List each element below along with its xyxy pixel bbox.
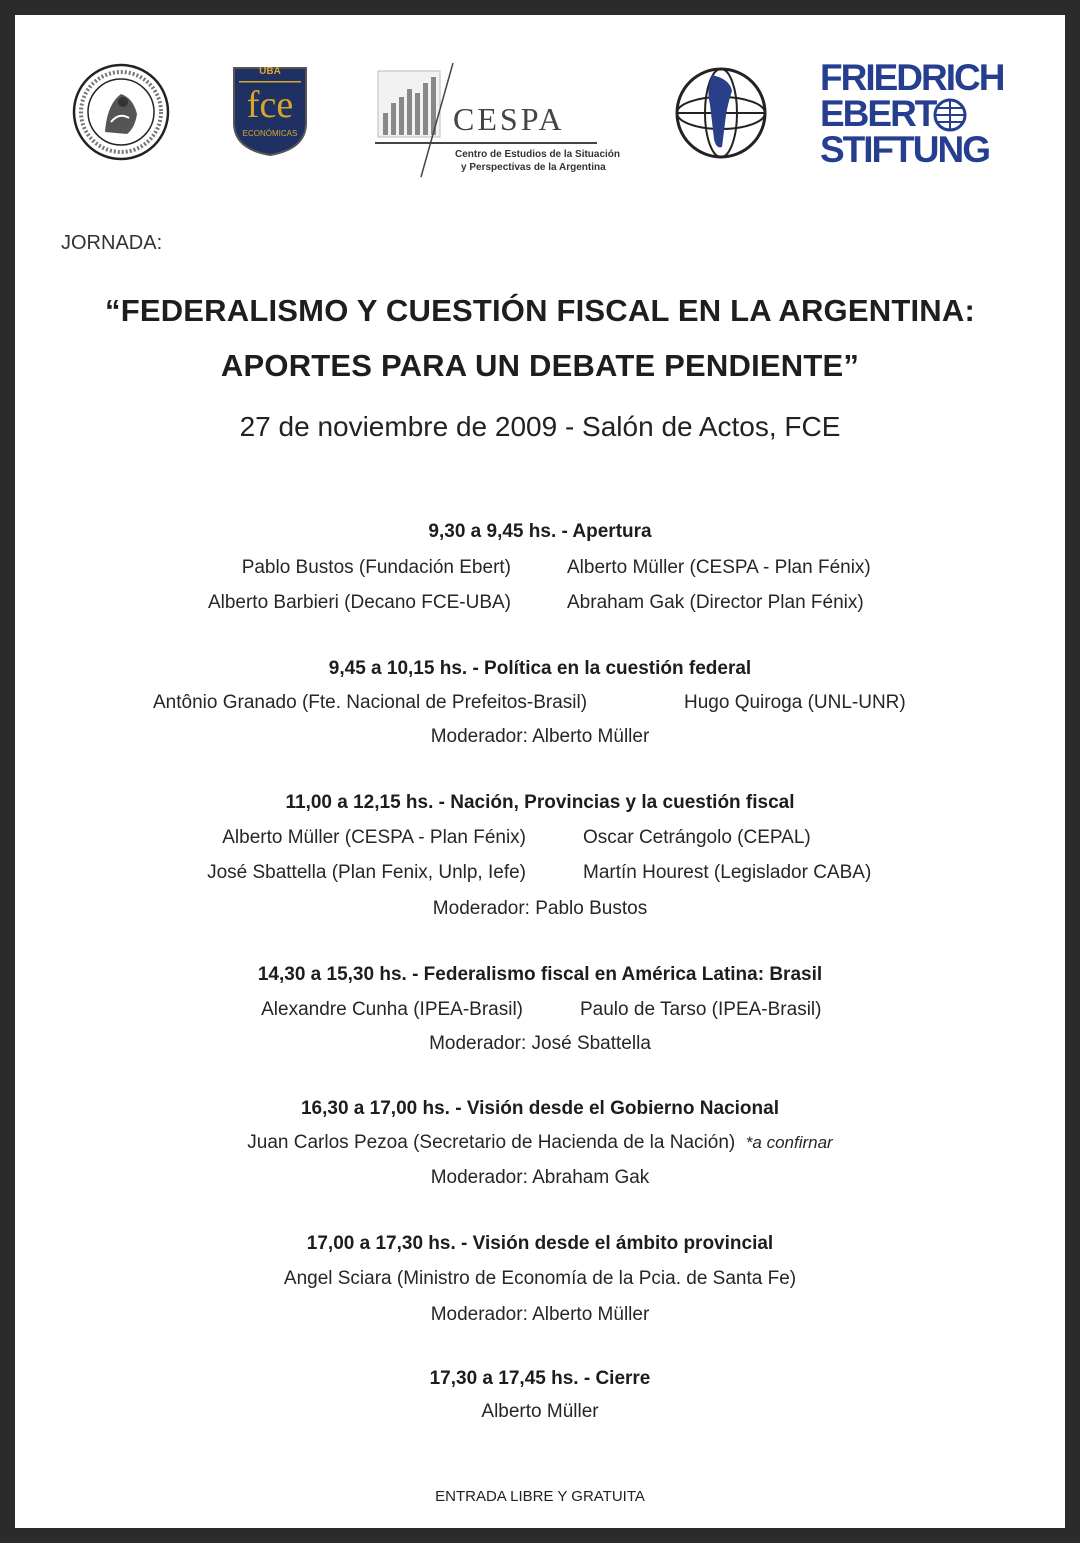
speaker: Alexandre Cunha (IPEA-Brasil) [261, 999, 523, 1020]
fes-line-2: EBERT [820, 93, 936, 134]
uba-seal-logo [71, 62, 171, 162]
fes-globe-icon [932, 97, 968, 133]
speaker-line [15, 1132, 1065, 1154]
speaker: Alberto Müller [481, 1401, 599, 1422]
moderator: Moderador: Alberto Müller [430, 726, 650, 747]
session-heading: 17,30 a 17,45 hs. - Cierre [429, 1368, 651, 1389]
event-date-venue: 27 de noviembre de 2009 - Salón de Actos, FCE [239, 411, 841, 442]
speaker: Angel Sciara (Ministro de Economía de la Pcia. de Santa Fe) [283, 1268, 797, 1289]
cespa-subtitle-1: Centro de Estudios de la Situación [455, 149, 621, 160]
session-heading: 9,30 a 9,45 hs. - Apertura [428, 521, 652, 542]
speaker: Pablo Bustos (Fundación Ebert) [241, 557, 511, 578]
friedrich-ebert-stiftung-logo [820, 57, 1010, 169]
event-title-line-2: APORTES PARA UN DEBATE PENDIENTE” [220, 348, 860, 383]
fes-line-1: FRIEDRICH [820, 57, 1004, 98]
session-heading: 17,00 a 17,30 hs. - Visión desde el ámbito provincial [306, 1233, 774, 1254]
session-heading: 14,30 a 15,30 hs. - Federalismo fiscal en América Latina: Brasil [257, 964, 823, 985]
fce-uba-logo [231, 65, 309, 157]
cespa-logo [375, 63, 625, 181]
speaker: Alberto Barbieri (Decano FCE-UBA) [207, 592, 511, 613]
moderator: Moderador: Pablo Bustos [432, 898, 648, 919]
speaker: Alberto Müller (CESPA - Plan Fénix) [222, 827, 526, 848]
speaker: Hugo Quiroga (UNL-UNR) [684, 692, 906, 713]
cespa-name: CESPA [453, 101, 565, 137]
session-heading: 11,00 a 12,15 hs. - Nación, Provincias y la cuestión fiscal [285, 792, 795, 813]
poster-page [15, 15, 1065, 1528]
fes-line-3: STIFTUNG [820, 129, 989, 170]
session-heading: 16,30 a 17,00 hs. - Visión desde el Gobierno Nacional [300, 1098, 779, 1119]
event-title-line-1: “FEDERALISMO Y CUESTIÓN FISCAL EN LA ARGENTINA: [105, 293, 975, 328]
speaker: Martín Hourest (Legislador CABA) [583, 862, 872, 883]
moderator: Moderador: Alberto Müller [430, 1304, 650, 1325]
jornada-label: JORNADA: [61, 232, 163, 254]
session-heading: 9,45 a 10,15 hs. - Política en la cuestión federal [328, 658, 752, 679]
moderator: Moderador: Abraham Gak [430, 1167, 650, 1188]
free-entry-footer: ENTRADA LIBRE Y GRATUITA [435, 1488, 645, 1505]
fce-main-text: fce [246, 84, 294, 126]
moderator: Moderador: José Sbattella [429, 1033, 651, 1054]
speaker: Alberto Müller (CESPA - Plan Fénix) [567, 557, 871, 578]
speaker: Paulo de Tarso (IPEA-Brasil) [580, 999, 822, 1020]
speaker: José Sbattella (Plan Fenix, Unlp, Iefe) [207, 862, 526, 883]
fce-bottom-text: ECONÓMICAS [242, 129, 298, 138]
speaker: Antônio Granado (Fte. Nacional de Prefeitos-Brasil) [153, 692, 588, 713]
globe-map-logo [672, 65, 770, 161]
tbc-note: *a confirnar [745, 1133, 833, 1152]
speaker: Abraham Gak (Director Plan Fénix) [567, 592, 864, 613]
fce-top-text: UBA [259, 66, 281, 77]
speaker: Juan Carlos Pezoa (Secretario de Hacienda de la Nación) [247, 1132, 736, 1153]
speaker: Oscar Cetrángolo (CEPAL) [583, 827, 811, 848]
cespa-subtitle-2: y Perspectivas de la Argentina [461, 162, 606, 173]
